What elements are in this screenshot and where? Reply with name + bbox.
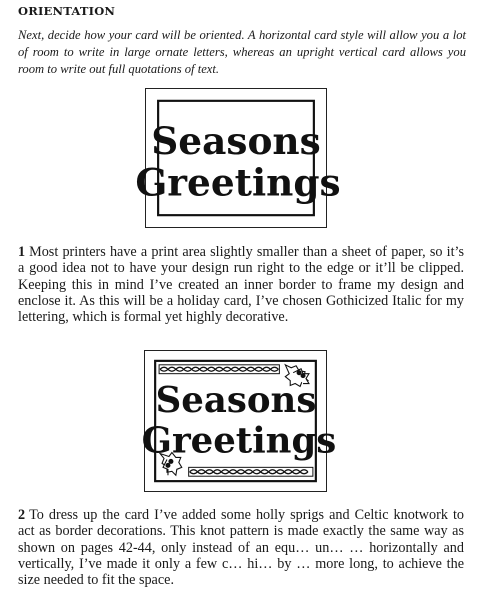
intro-paragraph: Next, decide how your card will be oriented. A horizontal card style will allow you a lot of room to write in large ornate letters, whereas an upright vertical card allows you room to write out full quotations of text.: [18, 28, 466, 76]
step-number: 2: [18, 507, 26, 523]
step-number: 1: [18, 244, 26, 260]
card-illustration-plain: [135, 88, 341, 228]
card-line2: Greetings: [141, 420, 337, 462]
knotwork-bottom: [189, 467, 313, 476]
section-heading: ORIENTATION: [18, 4, 116, 18]
step-2: [18, 507, 464, 588]
card-illustration-decorated: [141, 350, 337, 492]
card-line1: Seasons: [155, 380, 317, 422]
knotwork-top: [159, 365, 279, 374]
step-text: To dress up the card I’ve added some holly sprigs and Celtic knotwork to act as border decorations. This knot pattern is made exactly the same way as shown on pages 42-44, only instead of an equ… un… … horizontally and vertically, I’ve made it only a few c… hi… by … more long, to achieve the size needed to fit the space.: [18, 507, 464, 589]
step-text: Most printers have a print area slightly smaller than a sheet of paper, so it’s a good idea not to have your design run right to the edge or it’ll be clipped. Keeping this in mind I’ve created an inner border to frame my design and enclose it. As this will be a holiday card, I’ve chosen Gothicized Italic for my lettering, which is formal yet highly decorative.: [18, 244, 464, 326]
card-plain-svg: [135, 89, 341, 227]
card-line2: Greetings: [135, 160, 341, 205]
card-line1: Seasons: [151, 119, 321, 164]
card-decorated-svg: [141, 351, 337, 491]
step-1: [18, 244, 464, 325]
